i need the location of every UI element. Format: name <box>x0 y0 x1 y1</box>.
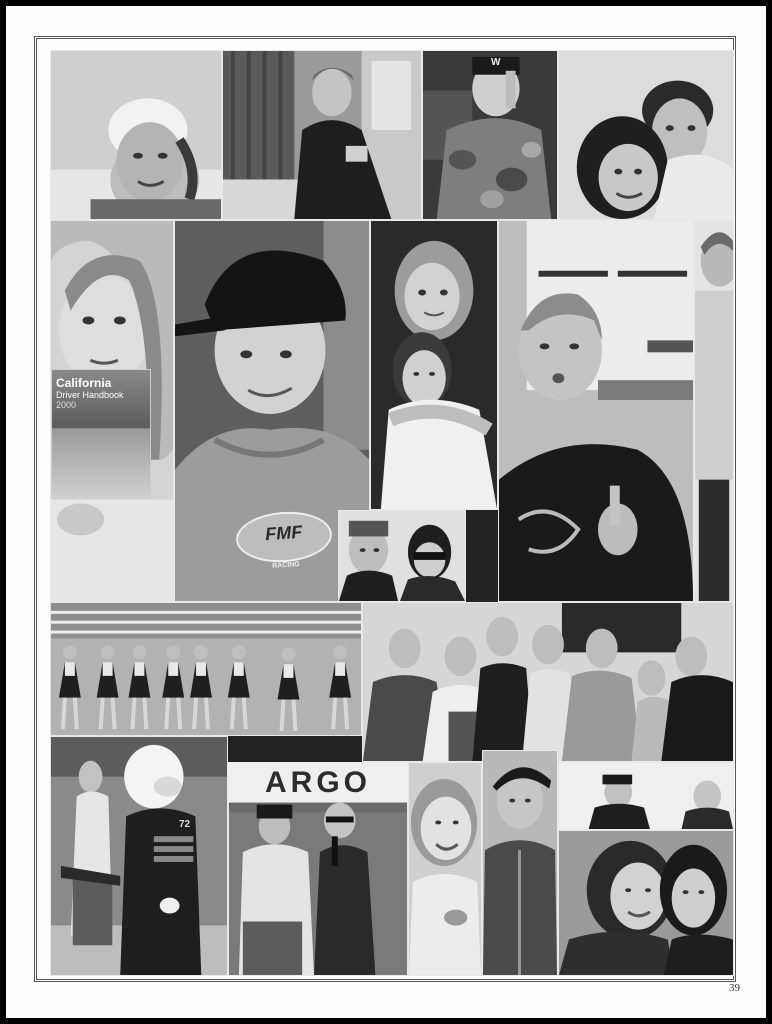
photo-two-boys-small <box>558 762 734 830</box>
jersey-number: 72 <box>179 819 191 830</box>
cap-letter: W <box>491 57 501 68</box>
photo-couple-hug <box>558 50 734 220</box>
photo-boy-in-room <box>222 50 422 220</box>
gym-banner <box>228 762 408 802</box>
photo-two-girls-smiling <box>558 830 734 976</box>
photo-boy-camo-jacket <box>422 50 558 220</box>
gym-banner-text: ARGO <box>265 766 371 799</box>
photo-boy-black-shirt-calendar <box>498 220 694 602</box>
photo-collage <box>50 50 734 976</box>
photo-girl-driver-handbook <box>50 220 174 602</box>
handbook-subtitle: Driver Handbook <box>56 390 124 400</box>
photo-gym-mascot-eagle <box>50 736 228 976</box>
photo-boy-and-girl-sunglasses <box>338 510 466 602</box>
fmf-logo-subtext: RACING <box>271 560 301 570</box>
handbook-year: 2000 <box>56 400 77 410</box>
photo-girl-laughing <box>408 762 482 976</box>
photo-group-of-boys <box>362 602 734 762</box>
photo-cheerleaders <box>50 602 362 736</box>
photo-boy-standing-right <box>694 220 734 602</box>
photo-boy-cap-zip-jacket <box>482 750 558 976</box>
photo-two-girls-hug <box>370 220 498 510</box>
page-number: 39 <box>729 982 740 994</box>
fmf-logo-text: FMF <box>264 521 303 545</box>
driver-handbook-cover <box>51 369 151 499</box>
yearbook-page <box>6 6 766 1018</box>
handbook-title: California <box>56 376 112 390</box>
photo-boy-white-cap <box>50 50 222 220</box>
